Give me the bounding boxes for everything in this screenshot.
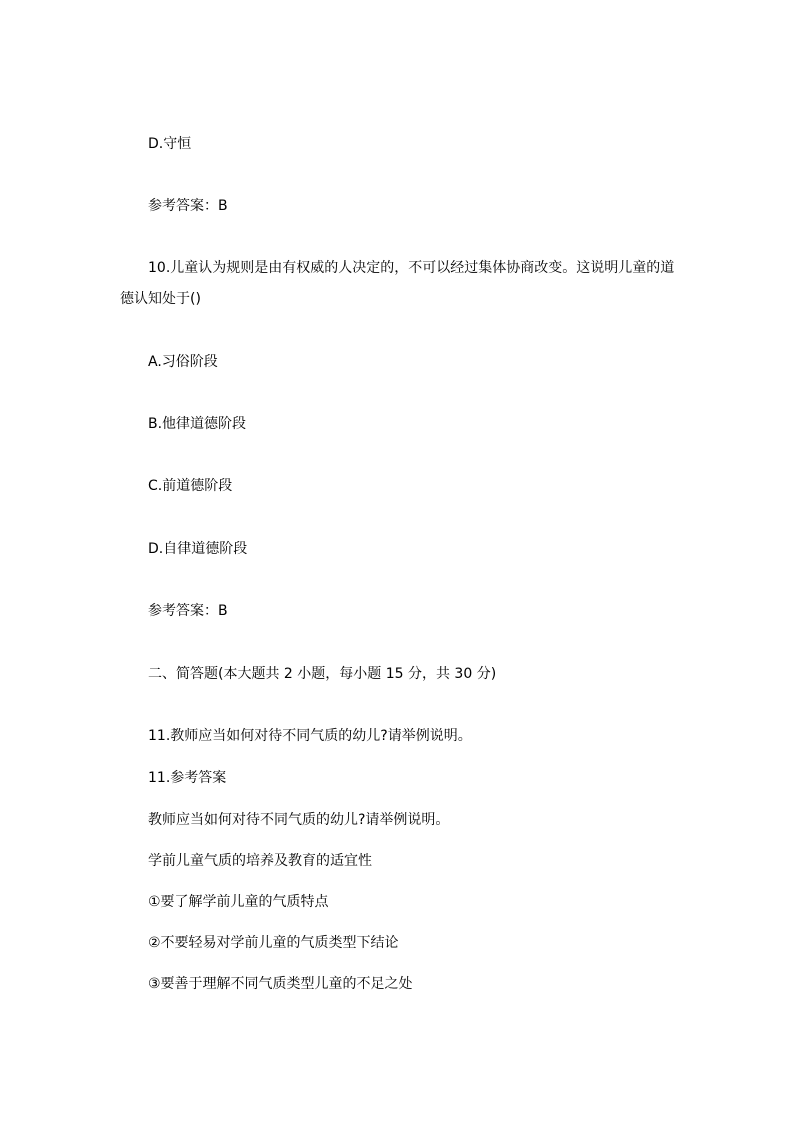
q10-answer: 参考答案：B [148, 603, 228, 619]
q9-answer: 参考答案：B [148, 198, 228, 214]
q11-answer-line: ③要善于理解不同气质类型儿童的不足之处 [148, 976, 413, 992]
q11-answer-line: 教师应当如何对待不同气质的幼儿?请举例说明。 [148, 812, 450, 828]
q11-answer-line: 学前儿童气质的培养及教育的适宜性 [148, 853, 372, 869]
q11-answer-line: ②不要轻易对学前儿童的气质类型下结论 [148, 935, 399, 951]
q11-answer-line: ①要了解学前儿童的气质特点 [148, 894, 329, 910]
q10-option-a: A.习俗阶段 [148, 354, 218, 370]
q10-option-c: C.前道德阶段 [148, 478, 233, 494]
q11-answer-label: 11.参考答案 [148, 770, 227, 786]
q10-option-b: B.他律道德阶段 [148, 416, 247, 432]
q11-stem: 11.教师应当如何对待不同气质的幼儿?请举例说明。 [148, 728, 472, 744]
q10-option-d: D.自律道德阶段 [148, 541, 248, 557]
section-heading: 二、简答题(本大题共 2 小题，每小题 15 分，共 30 分) [148, 666, 497, 682]
q9-option-d: D.守恒 [148, 136, 192, 152]
q10-stem-line1: 10.儿童认为规则是由有权威的人决定的，不可以经过集体协商改变。这说明儿童的道 [148, 260, 675, 276]
q10-stem-line2: 德认知处于() [120, 291, 201, 307]
